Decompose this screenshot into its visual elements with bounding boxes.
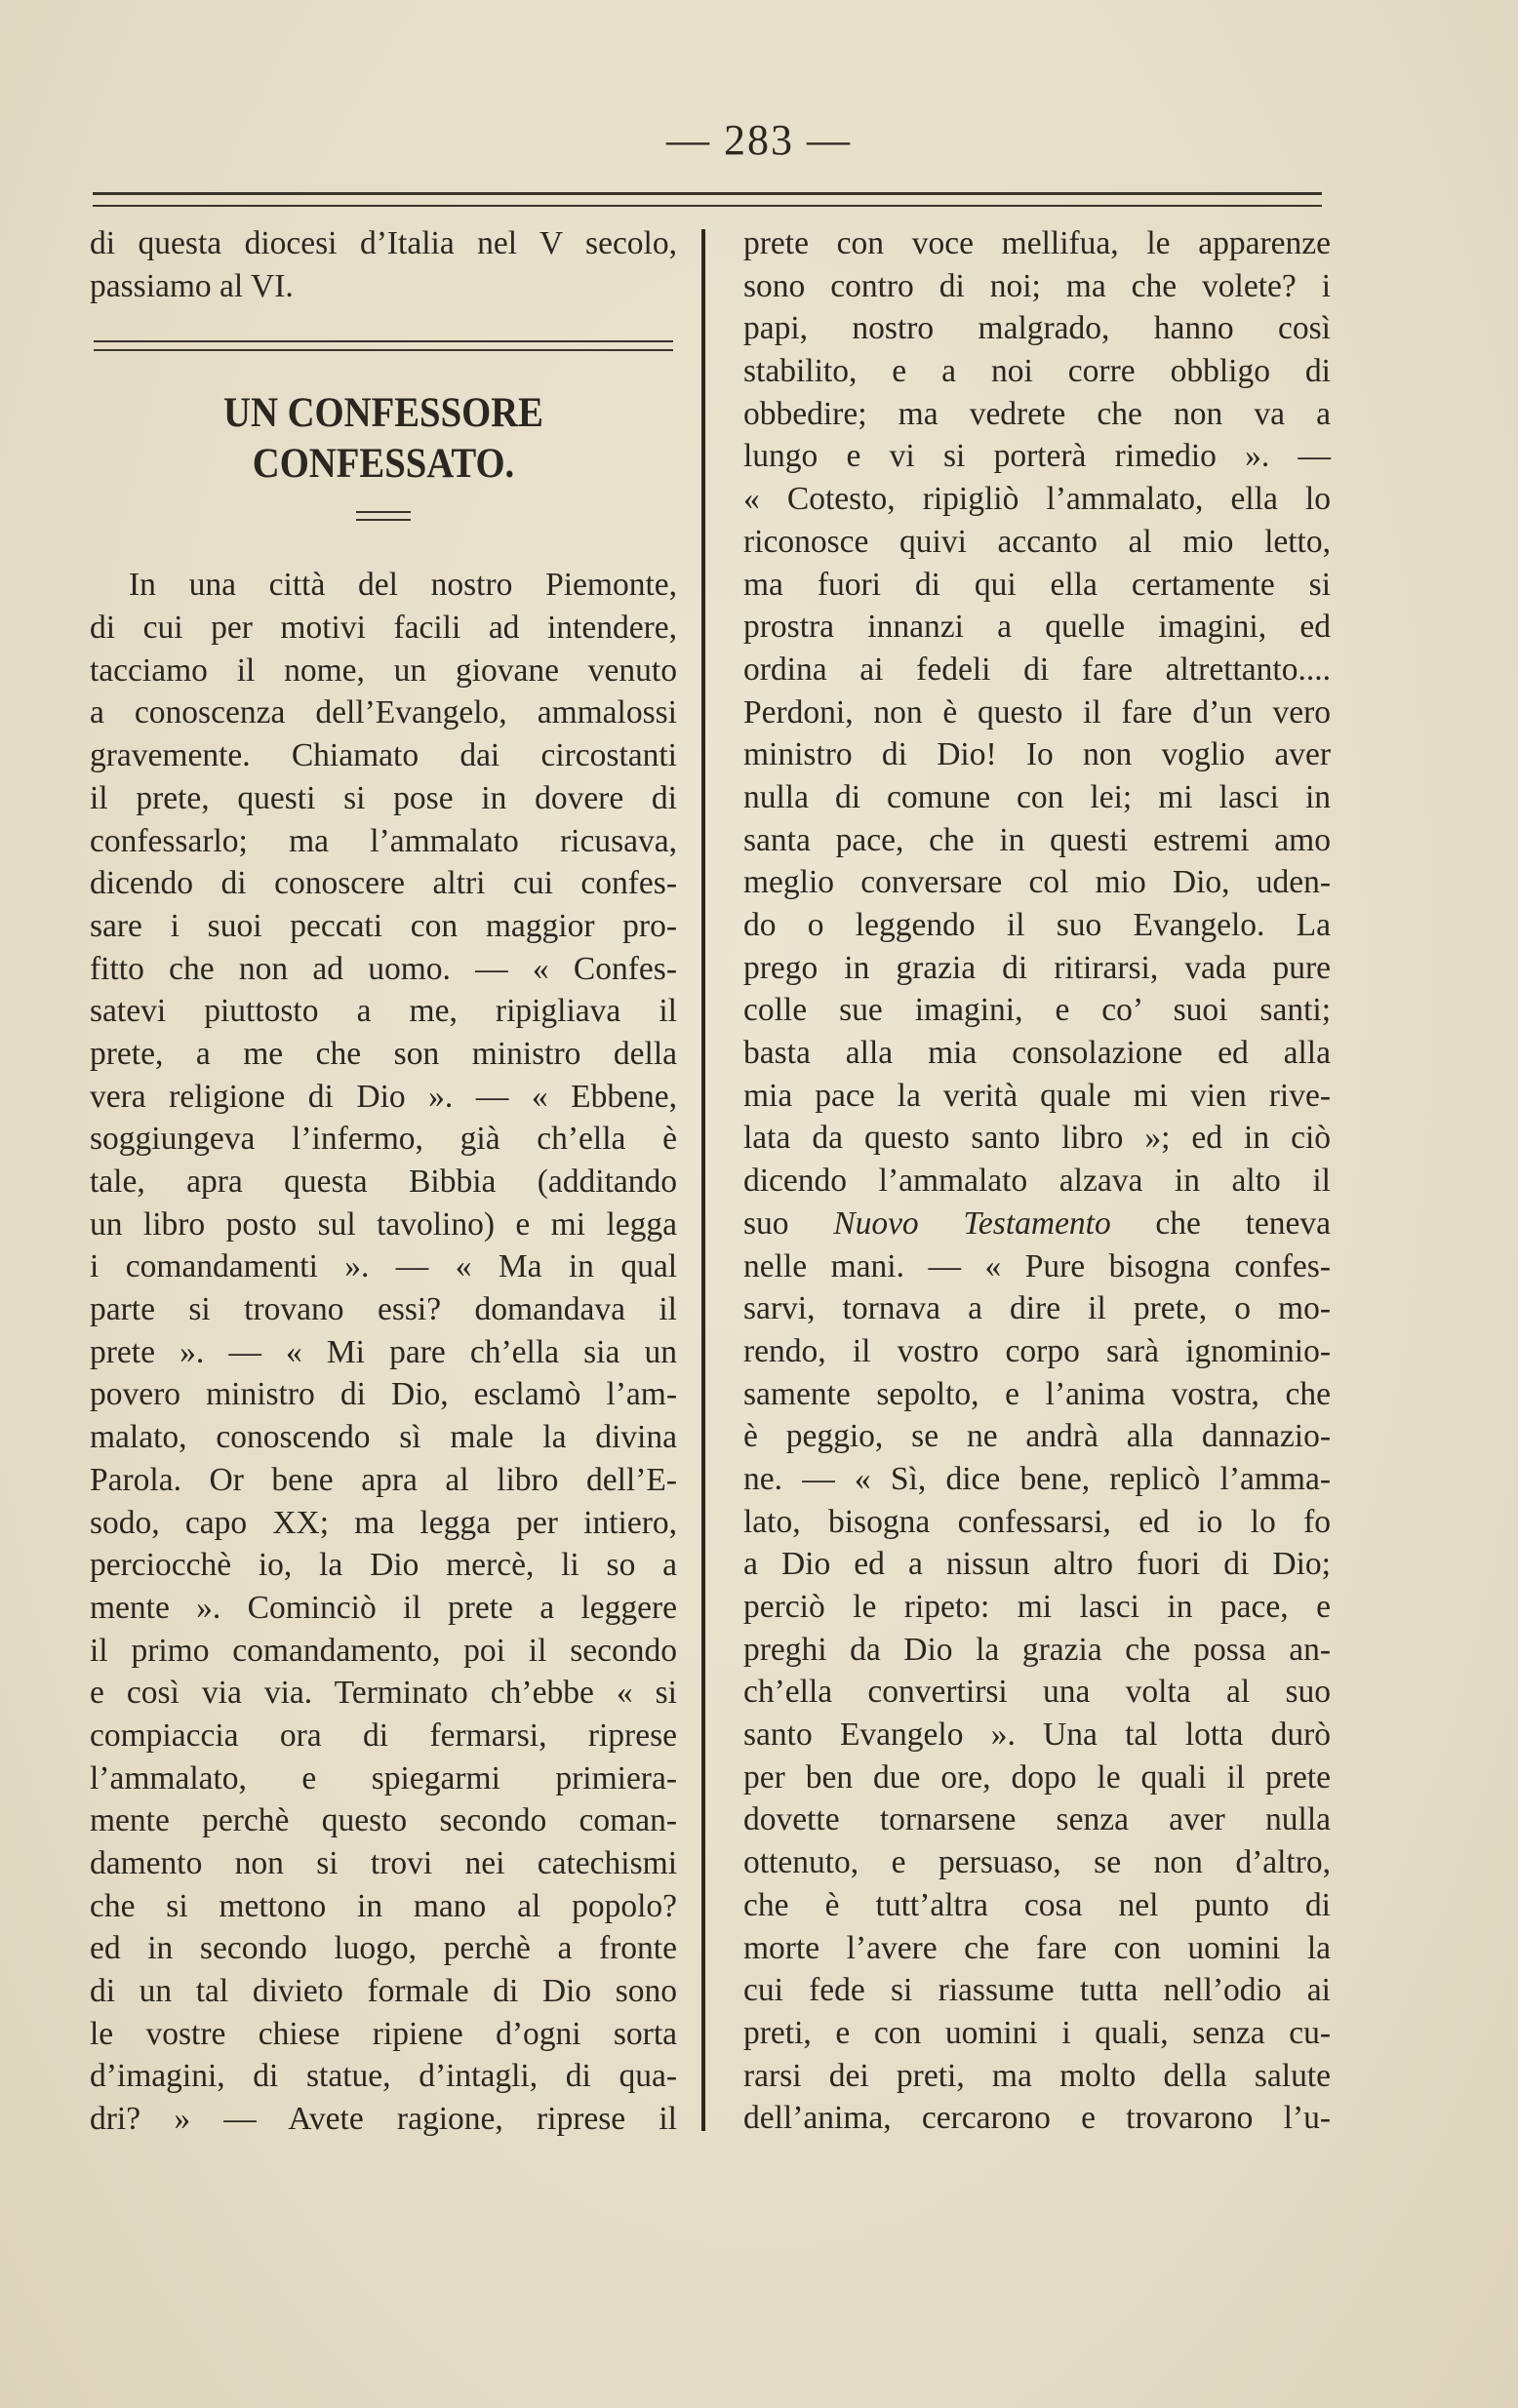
column-divider [701,229,705,2131]
text-line: prego in grazia di ritirarsi, vada pure [743,949,1331,986]
text-line: lungo e vi si porterà rimedio ». — [743,438,1331,475]
text-line: le vostre chiese ripiene d’ogni sorta [90,2015,677,2052]
text-line: i comandamenti ». — « Ma in qual [90,1248,677,1285]
text-line: lato, bisogna confessarsi, ed io lo fo [743,1503,1331,1540]
text-line: ministro di Dio! Io non voglio aver [743,736,1331,773]
text-line: prete ». — « Mi pare ch’ella sia un [90,1333,677,1370]
text-line: il prete, questi si pose in dovere di [90,779,677,816]
text-line: samente sepolto, e l’anima vostra, che [743,1375,1331,1412]
text-line: gravemente. Chiamato dai circostanti [90,737,677,774]
text-line: a conoscenza dell’Evangelo, ammalossi [90,694,677,731]
text-line: per ben due ore, dopo le quali il prete [743,1758,1331,1796]
text-line: riconosce quivi accanto al mio letto, [743,523,1331,560]
text-line: ch’ella convertirsi una volta al suo [743,1674,1331,1711]
text-line: stabilito, e a noi corre obbligo di [743,353,1331,390]
text-line: obbedire; ma vedrete che non va a [743,395,1331,432]
text-line: ed in secondo luogo, perchè a fronte [90,1930,677,1967]
text-line: mente perchè questo secondo coman- [90,1802,677,1839]
text-line: perciocchè io, la Dio mercè, li so a [90,1547,677,1584]
text-line: ordina ai fedeli di fare altrettanto.... [743,651,1331,688]
text-line: malato, conoscendo sì male la divina [90,1419,677,1456]
line-suffix: che teneva [1110,1204,1331,1242]
text-line: di cui per motivi facili ad intendere, [90,610,677,647]
section-title: UN CONFESSORE CONFESSATO. [223,390,543,488]
text-line: In una città del nostro Piemonte, [129,567,677,604]
text-line: morte l’avere che fare con uomini la [743,1929,1331,1966]
left-column [90,222,677,2141]
text-line: di un tal divieto formale di Dio sono [90,1973,677,2010]
text-line: dell’anima, cercarono e trovarono l’u- [743,2100,1331,2137]
text-line: sodo, capo XX; ma legga per intiero, [90,1504,677,1541]
text-line: satevi piuttosto a me, ripigliava il [90,993,677,1030]
text-line: soggiungeva l’infermo, già ch’ella è [90,1121,677,1158]
text-line: ma fuori di qui ella certamente si [743,566,1331,603]
title-ornament-rule [356,511,411,521]
text-line: « Cotesto, ripigliò l’ammalato, ella lo [743,481,1331,518]
text-line: povero ministro di Dio, esclamò l’am- [90,1376,677,1413]
text-line: dicendo di conoscere altri cui confes- [90,865,677,902]
text-line: compiaccia ora di fermarsi, riprese [90,1717,677,1754]
text-line-italic-title [743,1203,1331,1245]
intro-paragraph [90,222,677,307]
text-line: parte si trovano essi? domandava il [90,1291,677,1328]
text-line: a Dio ed a nissun altro fuori di Dio; [743,1546,1331,1583]
text-line: preti, e con uomini i quali, senza cu- [743,2014,1331,2051]
text-line: dri? » — Avete ragione, riprese il [90,2101,677,2138]
text-line: perciò le ripeto: mi lasci in pace, e [743,1589,1331,1625]
text-line: nelle mani. — « Pure bisogna confes- [743,1247,1331,1284]
header-rule [93,192,1322,207]
text-line: rendo, il vostro corpo sarà ignominio- [743,1332,1331,1369]
text-line: che si mettono in mano al popolo? [90,1887,677,1924]
text-line: tacciamo il nome, un giovane venuto [90,651,677,689]
text-line: mia pace la verità quale mi vien rive- [743,1077,1331,1114]
text-line: damento non si trovi nei catechismi [90,1845,677,1881]
book-title: Nuovo Testamento [833,1204,1111,1242]
text-line: vera religione di Dio ». — « Ebbene, [90,1078,677,1115]
text-line: di questa diocesi d’Italia nel V secolo, [90,225,677,261]
text-line: sono contro di noi; ma che volete? i [743,267,1331,304]
text-line: passiamo al VI. [90,267,294,304]
text-line: prostra innanzi a quelle imagini, ed [743,609,1331,646]
text-line: preghi da Dio la grazia che possa an- [743,1631,1331,1668]
text-line: cui fede si riassume tutta nell’odio ai [743,1972,1331,2009]
text-line: lata da questo santo libro »; ed in ciò [743,1120,1331,1157]
text-line: tale, apra questa Bibbia (additando [90,1164,677,1200]
text-line: santo Evangelo ». Una tal lotta durò [743,1717,1331,1754]
right-column [743,222,1331,2140]
text-line: d’imagini, di statue, d’intagli, di qua- [90,2058,677,2095]
page-number: — 283 — [666,116,852,164]
line-prefix: suo [743,1204,834,1242]
text-line: dovette tornarsene senza aver nulla [743,1801,1331,1838]
text-line: mente ». Cominciò il prete a leggere [90,1589,677,1626]
text-line: dicendo l’ammalato alzava in alto il [743,1163,1331,1200]
text-line: prete con voce mellifua, le apparenze [743,225,1331,261]
text-line: colle sue imagini, e co’ suoi santi; [743,992,1331,1029]
text-line: prete, a me che son ministro della [90,1035,677,1072]
text-line: sarvi, tornava a dire il prete, o mo- [743,1290,1331,1327]
text-line: rarsi dei preti, ma molto della salute [743,2057,1331,2094]
body-paragraph-continued [743,222,1331,1203]
text-line: papi, nostro malgrado, hanno così [743,310,1331,347]
text-line: il primo comandamento, poi il secondo [90,1632,677,1669]
text-line: un libro posto sul tavolino) e mi legga [90,1205,677,1243]
text-line: meglio conversare col mio Dio, uden- [743,864,1331,901]
body-paragraph-continued-2 [743,1245,1331,2140]
text-line: ne. — « Sì, dice bene, replicò l’amma- [743,1460,1331,1497]
text-line: do o leggendo il suo Evangelo. La [743,907,1331,943]
text-line: è peggio, se ne andrà alla dannazio- [743,1418,1331,1455]
text-line: Parola. Or bene apra al libro dell’E- [90,1461,677,1498]
text-line: che è tutt’altra cosa nel punto di [743,1886,1331,1923]
text-line: sare i suoi peccati con maggior pro- [90,907,677,944]
text-line: e così via via. Terminato ch’ebbe « si [90,1675,677,1712]
text-line: Perdoni, non è questo il fare d’un vero [743,693,1331,730]
text-line: ottenuto, e persuaso, se non d’altro, [743,1844,1331,1881]
text-line: basta alla mia consolazione ed alla [743,1035,1331,1072]
section-rule [94,340,673,351]
text-line: santa pace, che in questi estremi amo [743,821,1331,858]
text-line: fitto che non ad uomo. — « Confes- [90,950,677,987]
text-line: nulla di comune con lei; mi lasci in [743,778,1331,815]
text-line: confessarlo; ma l’ammalato ricusava, [90,822,677,859]
body-paragraph [90,564,677,2140]
text-line: l’ammalato, e spiegarmi primiera- [90,1759,677,1796]
